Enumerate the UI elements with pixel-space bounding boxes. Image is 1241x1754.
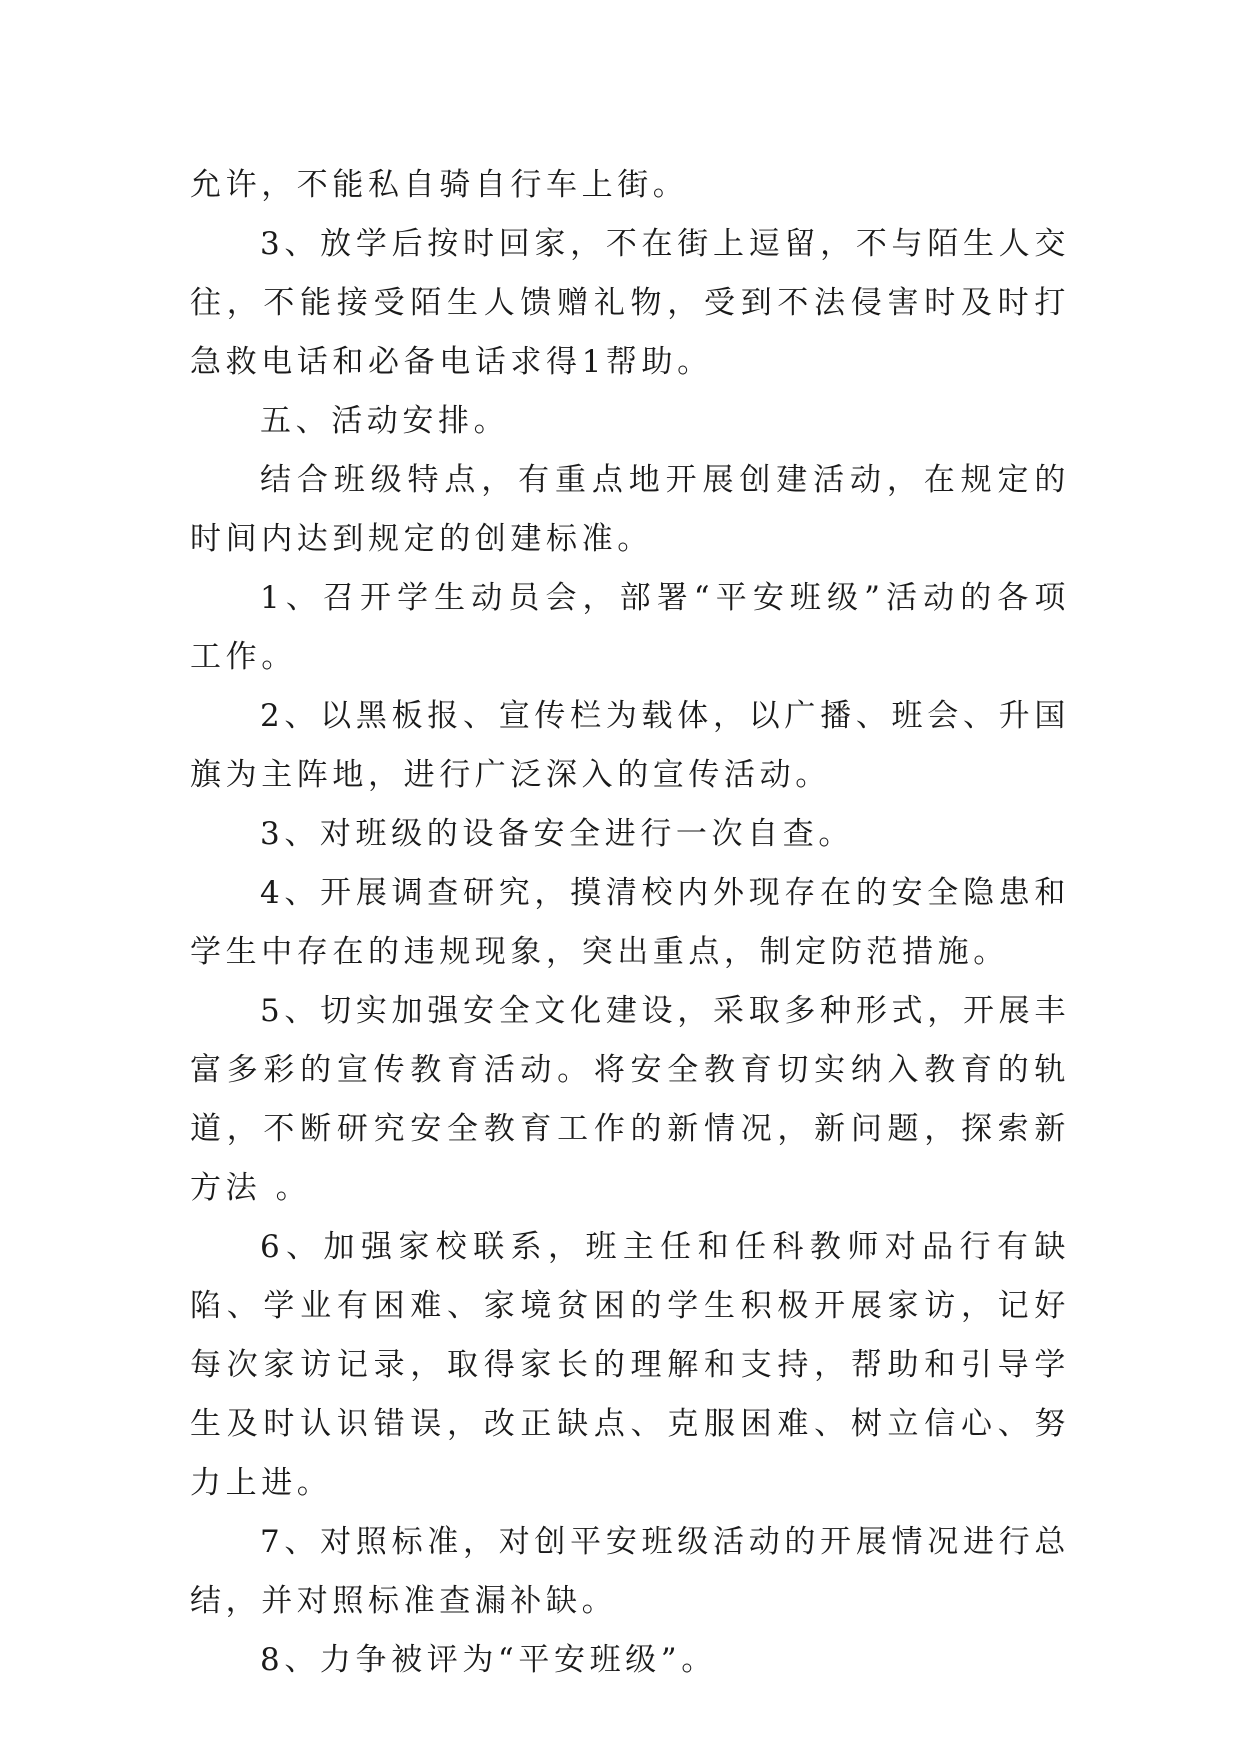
- section-heading-activity-arrangement: 五、活动安排。: [260, 403, 510, 439]
- paragraph-intro: 结合班级特点，有重点地开展创建活动，在规定的时间内达到规定的创建标准。: [190, 462, 1070, 557]
- document-body: [190, 156, 1070, 1690]
- paragraph-item-1: 1、召开学生动员会，部署“平安班级”活动的各项工作。: [190, 580, 1070, 675]
- paragraph-item-7: 7、对照标准，对创平安班级活动的开展情况进行总结，并对照标准查漏补缺。: [190, 1524, 1070, 1619]
- paragraph-item-8: 8、力争被评为“平安班级”。: [260, 1642, 717, 1678]
- paragraph-item-2: 2、以黑板报、宣传栏为载体，以广播、班会、升国旗为主阵地，进行广泛深入的宣传活动。: [190, 698, 1070, 793]
- paragraph-item-4: 4、开展调查研究，摸清校内外现存在的安全隐患和学生中存在的违规现象，突出重点，制定防范措施。: [190, 875, 1070, 970]
- paragraph-item-6: 6、加强家校联系，班主任和任科教师对品行有缺陷、学业有困难、家境贫困的学生积极开展家访，记好每次家访记录，取得家长的理解和支持，帮助和引导学生及时认识错误，改正缺点、克服困难、树立信心、努力上进。: [190, 1229, 1070, 1501]
- paragraph-continuation: 允许，不能私自骑自行车上街。: [190, 167, 689, 203]
- paragraph-item-3: 3、对班级的设备安全进行一次自查。: [260, 816, 854, 852]
- paragraph-item-5: 5、切实加强安全文化建设，采取多种形式，开展丰富多彩的宣传教育活动。将安全教育切实纳入教育的轨道，不断研究安全教育工作的新情况，新问题，探索新方法 。: [190, 993, 1070, 1206]
- paragraph-item-3-after-school: 3、放学后按时回家，不在街上逗留，不与陌生人交往，不能接受陌生人馈赠礼物，受到不法侵害时及时打急救电话和必备电话求得1帮助。: [190, 226, 1070, 380]
